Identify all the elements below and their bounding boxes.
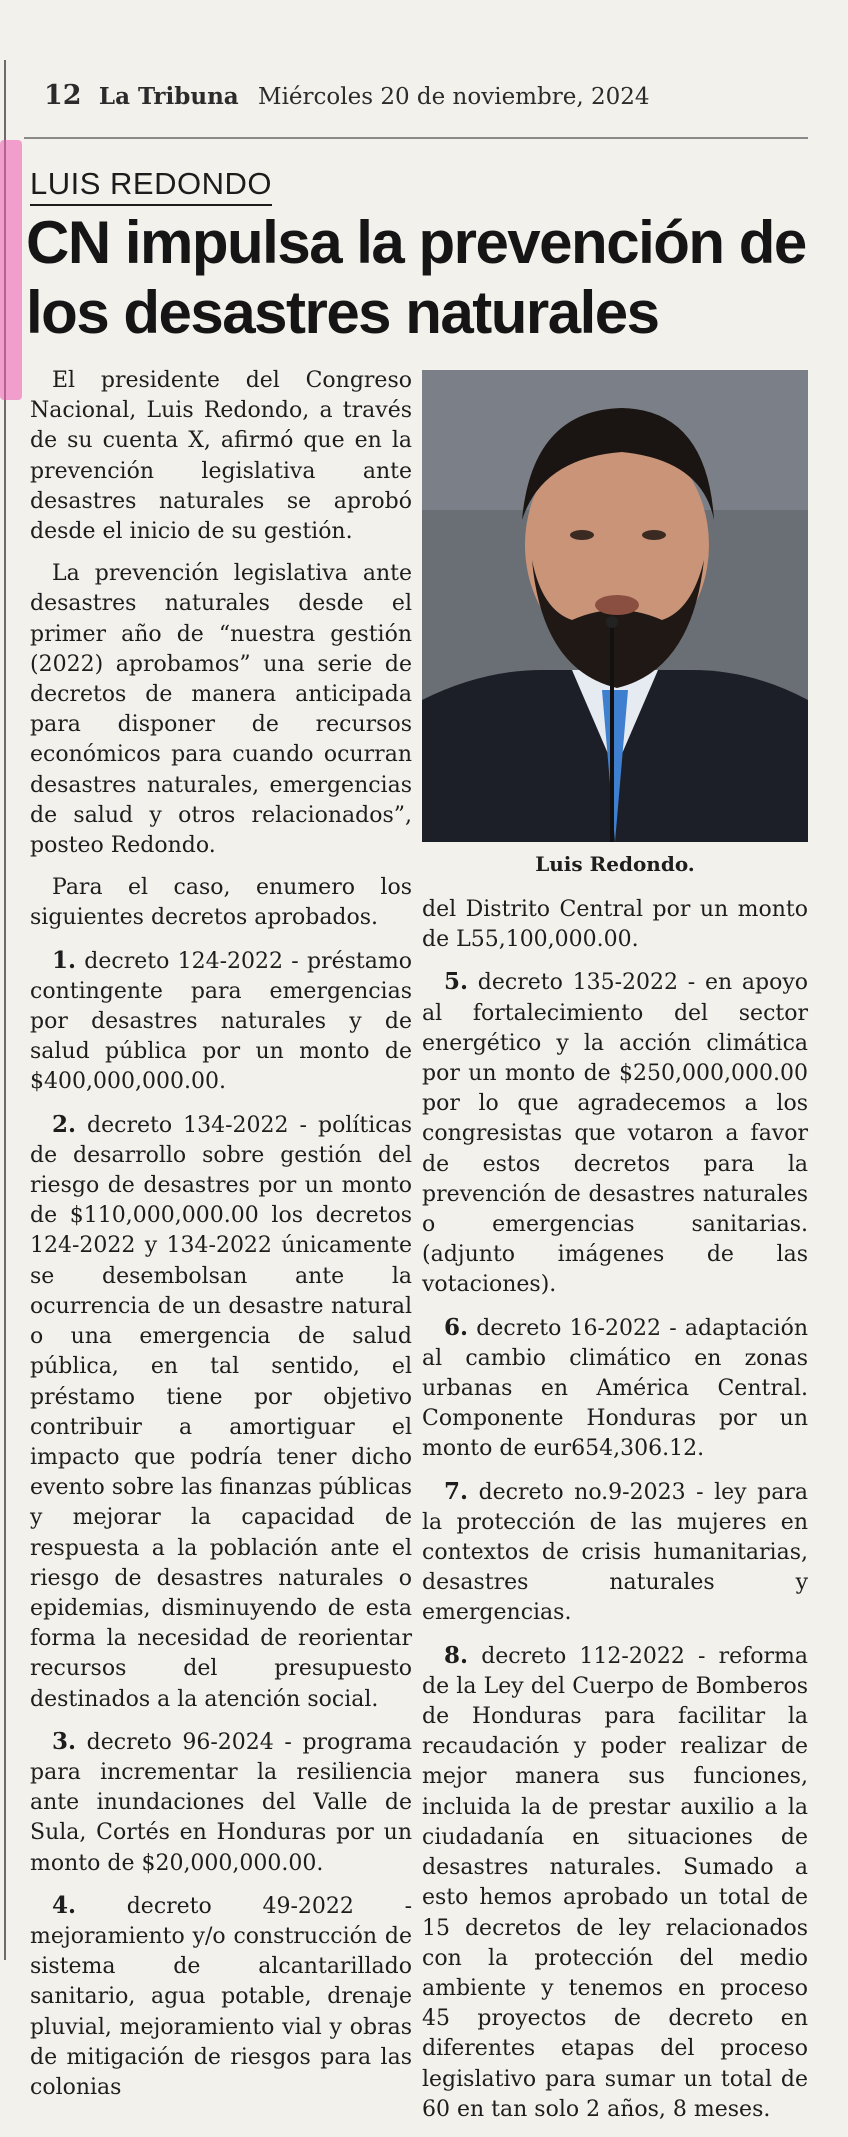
decree-text: decreto 96-2024 - programa para incrementar la resiliencia ante inundaciones del Valle de Sula, Cortés en Honduras por un monto de $20,000,000.00. [30,1729,412,1876]
photo-caption: Luis Redondo. [535,852,695,876]
paragraph: La prevención legislativa ante desastres naturales desde el primer año de “nuestra gestión (2022) aprobamos” una serie de decretos de manera anticipada para disponer de recursos económicos para cuando ocurran desastres naturales, emergencias de salud y otros relacionados”, posteo Redondo. [30,561,412,859]
decree-text: decreto 124-2022 - préstamo contingente para emergencias por desastres naturales y de salud pública por un monto de $400,000,000.00. [30,948,412,1095]
header-divider [24,137,808,139]
decree-item [422,1313,808,1465]
article-column-2 [422,895,808,2137]
decree-text: decreto 112-2022 - reforma de la Ley del Cuerpo de Bomberos de Honduras para facilitar la recaudación y poder realizar de mejor manera sus funciones, incluida la de prestar auxilio a la ciudadanía en situaciones de desastres naturales. Sumado a esto hemos aprobado un total de 15 decretos de ley relacionados con la protección del medio ambiente y tenemos en proceso 45 proyectos de decreto en diferentes etapas del proceso legislativo para sumar un total de 60 en tan solo 2 años, 8 meses. [422,1643,808,2122]
issue-date: Miércoles 20 de noviembre, 2024 [258,84,650,110]
decree-number: 6. [444,1313,469,1341]
paragraph: Para el caso, enumero los siguientes decretos aprobados. [30,875,412,931]
decree-number: 1. [52,946,77,974]
article-photo [422,370,808,842]
decree-item [422,967,808,1300]
article-column-1 [30,366,412,2115]
newspaper-name: La Tribuna [98,83,239,110]
decree-text: decreto no.9-2023 - ley para la protección de las mujeres en contextos de crisis humanitarias, desastres naturales y emergencias. [422,1479,808,1626]
decree-item [30,1727,412,1879]
decree-text: decreto 134-2022 - políticas de desarrollo sobre gestión del riesgo de desastres por un monto de $110,000,000.00 los decretos 124-2022 y 134-2022 únicamente se desembolsan ante la ocurrencia de un desastre natural o una emergencia de salud pública, en tal sentido, el préstamo tiene por objetivo contribuir a amortiguar el impacto que podría tener dicho evento sobre las finanzas públicas y mejorar la capacidad de respuesta a la población ante el riesgo de desastres naturales o epidemias, disminuyendo de esta forma la necesidad de reorientar recursos del presupuesto destinados a la atención social. [30,1112,412,1712]
decree-number: 4. [52,1891,77,1919]
decree-item [30,1110,412,1715]
decree-number: 3. [52,1727,77,1755]
page-number: 12 [44,80,82,111]
decree-text: decreto 135-2022 - en apoyo al fortalecimiento del sector energético y la acción climática por un monto de $250,000,000.00 por lo que agradecemos a los congresistas que votaron a favor de estos decretos para la prevención de desastres naturales o emergencias sanitarias. (adjunto imágenes de las votaciones). [422,970,809,1298]
highlighter-mark [0,140,22,400]
article-headline: CN impulsa la prevención de los desastres naturales [26,209,806,346]
decree-text: decreto 16-2022 - adaptación al cambio climático en zonas urbanas en América Central. Componente Honduras por un monto de eur654,306.12. [422,1315,808,1462]
decree-item [422,1641,808,2125]
decree-item [30,1891,412,2103]
decree-item [422,1477,808,1629]
folio-line [44,80,649,111]
portrait-illustration [422,370,808,842]
decree-item [30,946,412,1098]
paragraph: El presidente del Congreso Nacional, Luis Redondo, a través de su cuenta X, afirmó que en la prevención legislativa ante desastres naturales se aprobó desde el inicio de su gestión. [30,368,412,545]
decree-continuation: del Distrito Central por un monto de L55,100,000.00. [422,897,808,953]
decree-number: 7. [444,1477,469,1505]
decree-number: 5. [444,968,469,996]
article-kicker: LUIS REDONDO [30,166,272,206]
decree-number: 8. [444,1641,469,1669]
decree-text: decreto 49-2022 - mejoramiento y/o construcción de sistema de alcantarillado sanitario, agua potable, drenaje pluvial, mejoramiento vial y obras de mitigación de riesgos para las colonias [30,1893,412,2100]
decree-number: 2. [52,1110,77,1138]
